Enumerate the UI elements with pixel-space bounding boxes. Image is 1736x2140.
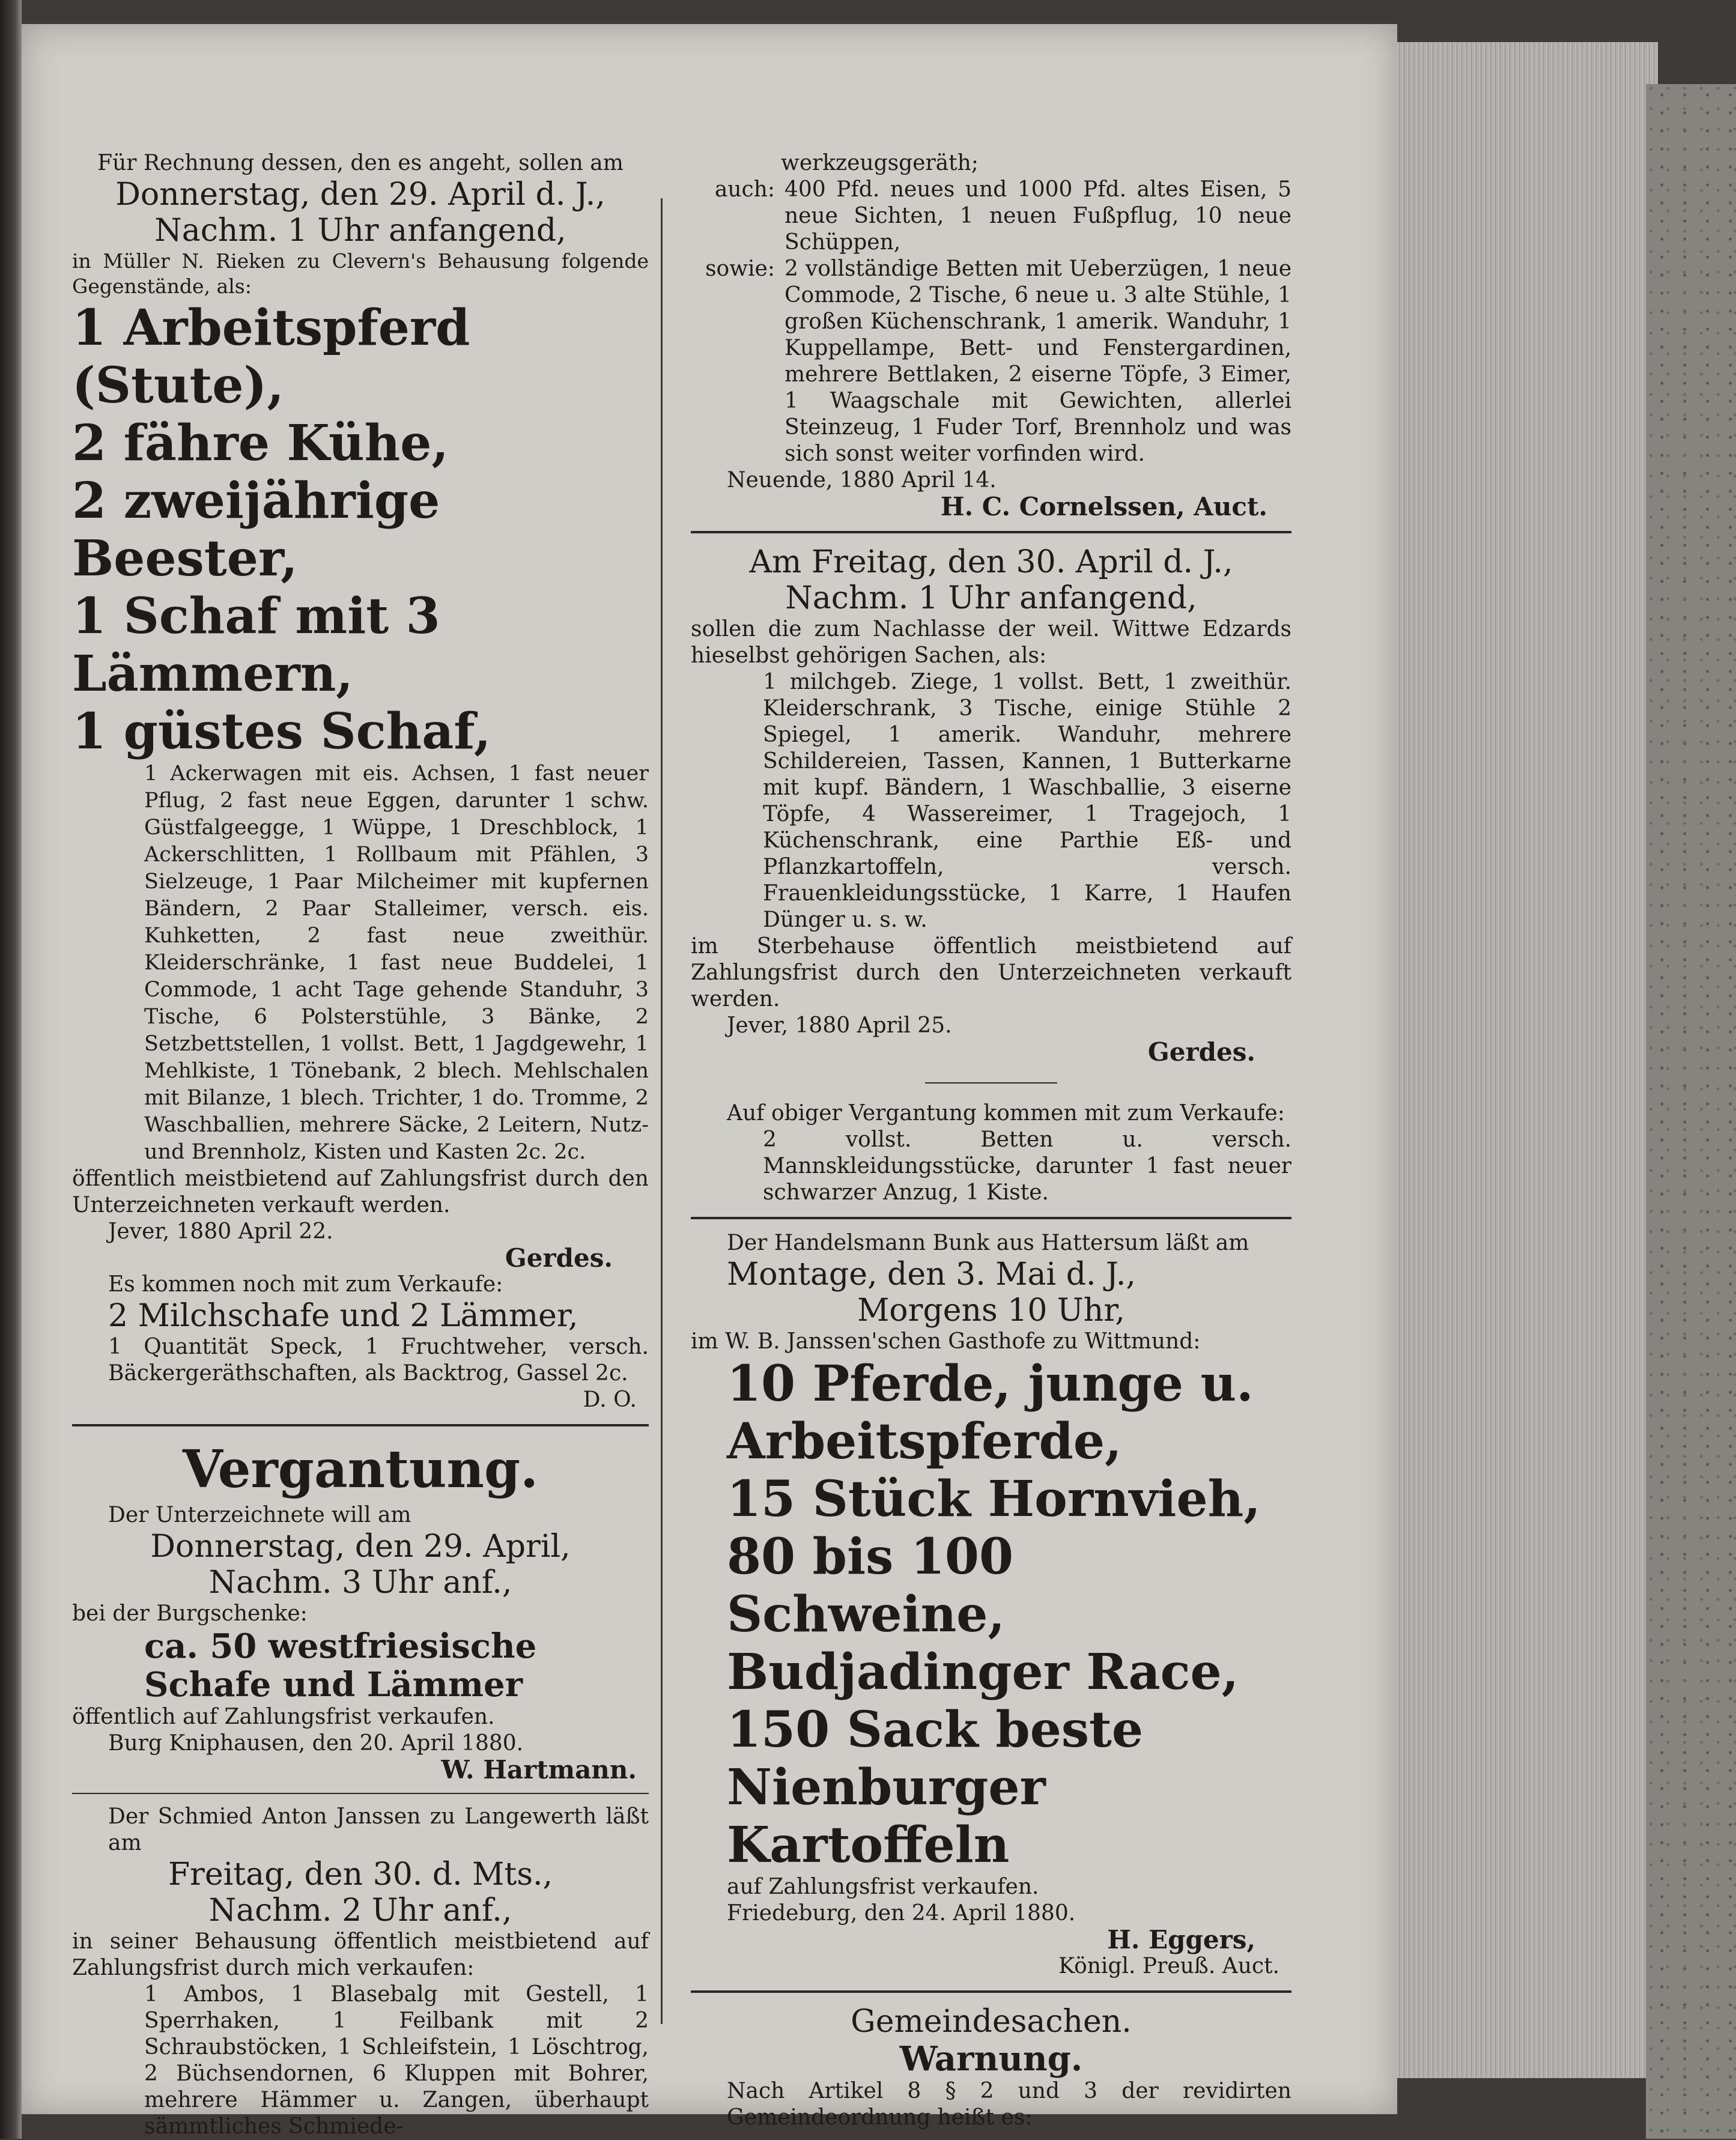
notice-signature: H. Eggers, xyxy=(1107,1925,1255,1954)
notice-dateline: Jever, 1880 April 25. xyxy=(727,1013,952,1038)
extra-intro: Es kommen noch mit zum Verkaufe: xyxy=(108,1272,503,1297)
big-item-1: 10 Pferde, junge u. Arbeitspferde, xyxy=(727,1355,1254,1470)
sowie-list xyxy=(691,256,1291,467)
auction-notice-neuende-continued xyxy=(691,150,1291,520)
notice-time: Nachm. 3 Uhr anf., xyxy=(208,1565,512,1601)
big-item-3: 80 bis 100 Schweine, Budjadinger Race, xyxy=(727,1528,1239,1701)
notice-dateline: Neuende, 1880 April 14. xyxy=(727,468,997,493)
notice-intro: Der Schmied Anton Janssen zu Langewerth läßt am xyxy=(108,1804,649,1855)
notice-dateline: Burg Kniphausen, den 20. April 1880. xyxy=(108,1731,524,1756)
notice-title: Vergantung. xyxy=(182,1439,539,1500)
auction-notice-kniphausen xyxy=(72,1437,649,1783)
municipal-section xyxy=(691,2004,1291,2131)
big-item-4: 1 Schaf mit 3 Lämmern, xyxy=(72,587,440,703)
section-title: Warnung. xyxy=(899,2039,1083,2079)
notice-place: bei der Burgschenke: xyxy=(72,1601,308,1626)
page-edges xyxy=(1382,42,1658,2078)
section-rule xyxy=(691,531,1291,533)
notice-closing: öffentlich auf Zahlungsfrist verkaufen. xyxy=(72,1705,495,1729)
section-rule xyxy=(691,1990,1291,1993)
section-heading: Gemeindesachen. xyxy=(851,2004,1132,2040)
notice-intro: Für Rechnung dessen, den es angeht, sollen am xyxy=(97,151,624,175)
notice-details: 1 Ackerwagen mit eis. Achsen, 1 fast neuer Pflug, 2 fast neue Eggen, darunter 1 schw. Güstfalgeegge, 1 Wüppe, 1 Dreschblock, 1 Ackerschlitten, 1 Rollbaum mit Pfählen, 3 Sielzeuge, 1 Paar Milcheimer mit kupfernen Bändern, 2 Paar Stalleimer, versch. eis. Kuhketten, 2 fast neue zweithür. Kleiderschränke, 1 fast neue Buddelei, 1 Commode, 1 acht Tage gehende Standuhr, 3 Tische, 6 Polsterstühle, 3 Bänke, 2 Setzbettstellen, 1 vollst. Bett, 1 Jagdgewehr, 1 Mehlkiste, 1 Tönebank, 2 blech. Mehlschalen mit Bilanze, 1 blech. Trichter, 1 do. Tromme, 2 Waschballien, mehrere Säcke, 2 Leitern, Nutz- und Brennholz, Kisten und Kasten 2c. 2c. xyxy=(144,762,649,1164)
notice-signature: H. C. Cornelssen, Auct. xyxy=(940,492,1267,521)
sowie-label: sowie: xyxy=(705,256,775,281)
notice-place: im W. B. Janssen'schen Gasthofe zu Wittmund: xyxy=(691,1329,1201,1354)
notice-signature: Gerdes. xyxy=(1147,1037,1255,1067)
section-rule xyxy=(691,1217,1291,1219)
continued-first-line: werkzeugsgeräth; xyxy=(781,151,979,175)
big-item-2: 15 Stück Hornvieh, xyxy=(727,1470,1261,1528)
auction-notice-clevern xyxy=(72,150,649,1413)
notice-details: 1 Ambos, 1 Blasebalg mit Gestell, 1 Sperrhaken, 1 Feilbank mit 2 Schraubstöcken, 1 Schleifstein, 1 Löschtrog, 2 Büchsendornen, 6 Kluppen mit Bohrer, mehrere Hämmer u. Zangen, überhaupt sämmtliches Schmiede- xyxy=(144,1982,649,2139)
notice-details: 1 milchgeb. Ziege, 1 vollst. Bett, 1 zweithür. Kleiderschrank, 3 Tische, einige Stühle 2 Spiegel, 1 amerik. Wanduhr, mehrere Schildereien, Tassen, Kannen, 1 Butterkarne mit kupf. Bändern, 1 Waschballie, 3 eiserne Töpfe, 4 Wassereimer, 1 Tragejoch, 1 Küchenschrank, eine Parthie Eß- und Pflanzkartoffeln, versch. Frauenkleidungsstücke, 1 Karre, 1 Haufen Dünger u. s. w. xyxy=(763,670,1291,932)
notice-dateline: Jever, 1880 April 22. xyxy=(108,1219,333,1244)
signature-title: Königl. Preuß. Auct. xyxy=(1058,1954,1279,1978)
auch-label: auch: xyxy=(714,177,775,202)
auction-notice-langewerth xyxy=(72,1804,649,2140)
book-cover-edge xyxy=(1646,84,1736,2139)
section-text: Nach Artikel 8 § 2 und 3 der revidirten Gemeindeordnung heißt es: xyxy=(727,2079,1291,2130)
short-rule xyxy=(925,1082,1057,1084)
big-item-1: 1 Arbeitspferd (Stute), xyxy=(72,299,470,414)
notice-time: Nachm. 1 Uhr anfangend, xyxy=(154,213,566,249)
notice-date: Am Freitag, den 30. April d. J., xyxy=(749,544,1233,580)
notice-intro: Der Handelsmann Bunk aus Hattersum läßt am xyxy=(727,1231,1249,1255)
notice-date: Freitag, den 30. d. Mts., xyxy=(168,1857,553,1893)
notice-date: Montage, den 3. Mai d. J., xyxy=(727,1256,1136,1293)
notice-closing: im Sterbehause öffentlich meistbietend auf Zahlungsfrist durch den Unterzeichneten verkauft werden. xyxy=(691,934,1291,1011)
right-column xyxy=(691,150,1291,2131)
notice-initials: D. O. xyxy=(583,1387,637,1412)
auch-list xyxy=(691,177,1291,256)
auction-notice-wittmund xyxy=(691,1230,1291,1980)
extra-intro: Auf obiger Vergantung kommen mit zum Verkaufe: xyxy=(727,1101,1285,1126)
big-item-5: 1 güstes Schaf, xyxy=(72,703,491,760)
big-item-2: 2 fähre Kühe, xyxy=(72,414,449,472)
notice-time: Nachm. 2 Uhr anf., xyxy=(208,1893,512,1929)
notice-date: Donnerstag, den 29. April, xyxy=(150,1529,571,1565)
notice-time: Nachm. 1 Uhr anfangend, xyxy=(785,580,1197,616)
notice-time: Morgens 10 Uhr, xyxy=(857,1293,1125,1329)
column-divider xyxy=(661,198,663,2024)
notice-signature: Gerdes. xyxy=(505,1243,613,1273)
extra-details: 1 Quantität Speck, 1 Fruchtweher, versch. Bäckergeräthschaften, als Backtrog, Gassel 2c. xyxy=(108,1335,649,1386)
left-column xyxy=(72,150,649,2140)
auction-notice-edzards xyxy=(691,544,1291,1206)
notice-intro: Der Unterzeichnete will am xyxy=(108,1503,411,1527)
auch-text: 400 Pfd. neues und 1000 Pfd. altes Eisen, 5 neue Sichten, 1 neuen Fußpflug, 10 neue Schüppen, xyxy=(785,177,1291,255)
big-item-4: 150 Sack beste Nienburger Kartoffeln xyxy=(727,1701,1144,1874)
book-spine-shadow xyxy=(0,0,22,2139)
notice-dateline: Friedeburg, den 24. April 1880. xyxy=(727,1901,1076,1926)
extra-big-item: 2 Milchschafe und 2 Lämmer, xyxy=(108,1298,578,1334)
notice-closing: öffentlich meistbietend auf Zahlungsfrist durch den Unterzeichneten verkauft werden. xyxy=(72,1166,649,1217)
notice-place: in seiner Behausung öffentlich meistbietend auf Zahlungsfrist durch mich verkaufen: xyxy=(72,1929,649,1980)
notice-place: in Müller N. Rieken zu Clevern's Behausung folgende Gegenstände, als: xyxy=(72,249,649,298)
sowie-text: 2 vollständige Betten mit Ueberzügen, 1 neue Commode, 2 Tische, 6 neue u. 3 alte Stühle, 1 großen Küchenschrank, 1 amerik. Wanduhr, 1 Kuppellampe, Bett- und Fenstergardinen, mehrere Bettlaken, 2 eiserne Töpfe, 3 Eimer, 1 Waagschale mit Gewichten, allerlei Steinzeug, 1 Fuder Torf, Brennholz und was sich sonst weiter vorfinden wird. xyxy=(785,256,1291,466)
notice-item: ca. 50 westfriesische Schafe und Lämmer xyxy=(144,1626,537,1705)
big-item-3: 2 zweijährige Beester, xyxy=(72,472,440,587)
notice-closing: auf Zahlungsfrist verkaufen. xyxy=(727,1875,1039,1899)
notice-signature: W. Hartmann. xyxy=(441,1755,637,1784)
section-rule xyxy=(72,1424,649,1426)
notice-intro: sollen die zum Nachlasse der weil. Wittwe Edzards hieselbst gehörigen Sachen, als: xyxy=(691,617,1291,668)
extra-details: 2 vollst. Betten u. versch. Mannskleidungsstücke, darunter 1 fast neuer schwarzer Anzug, 1 Kiste. xyxy=(763,1127,1291,1205)
notice-date: Donnerstag, den 29. April d. J., xyxy=(115,177,605,213)
section-rule xyxy=(72,1793,649,1794)
